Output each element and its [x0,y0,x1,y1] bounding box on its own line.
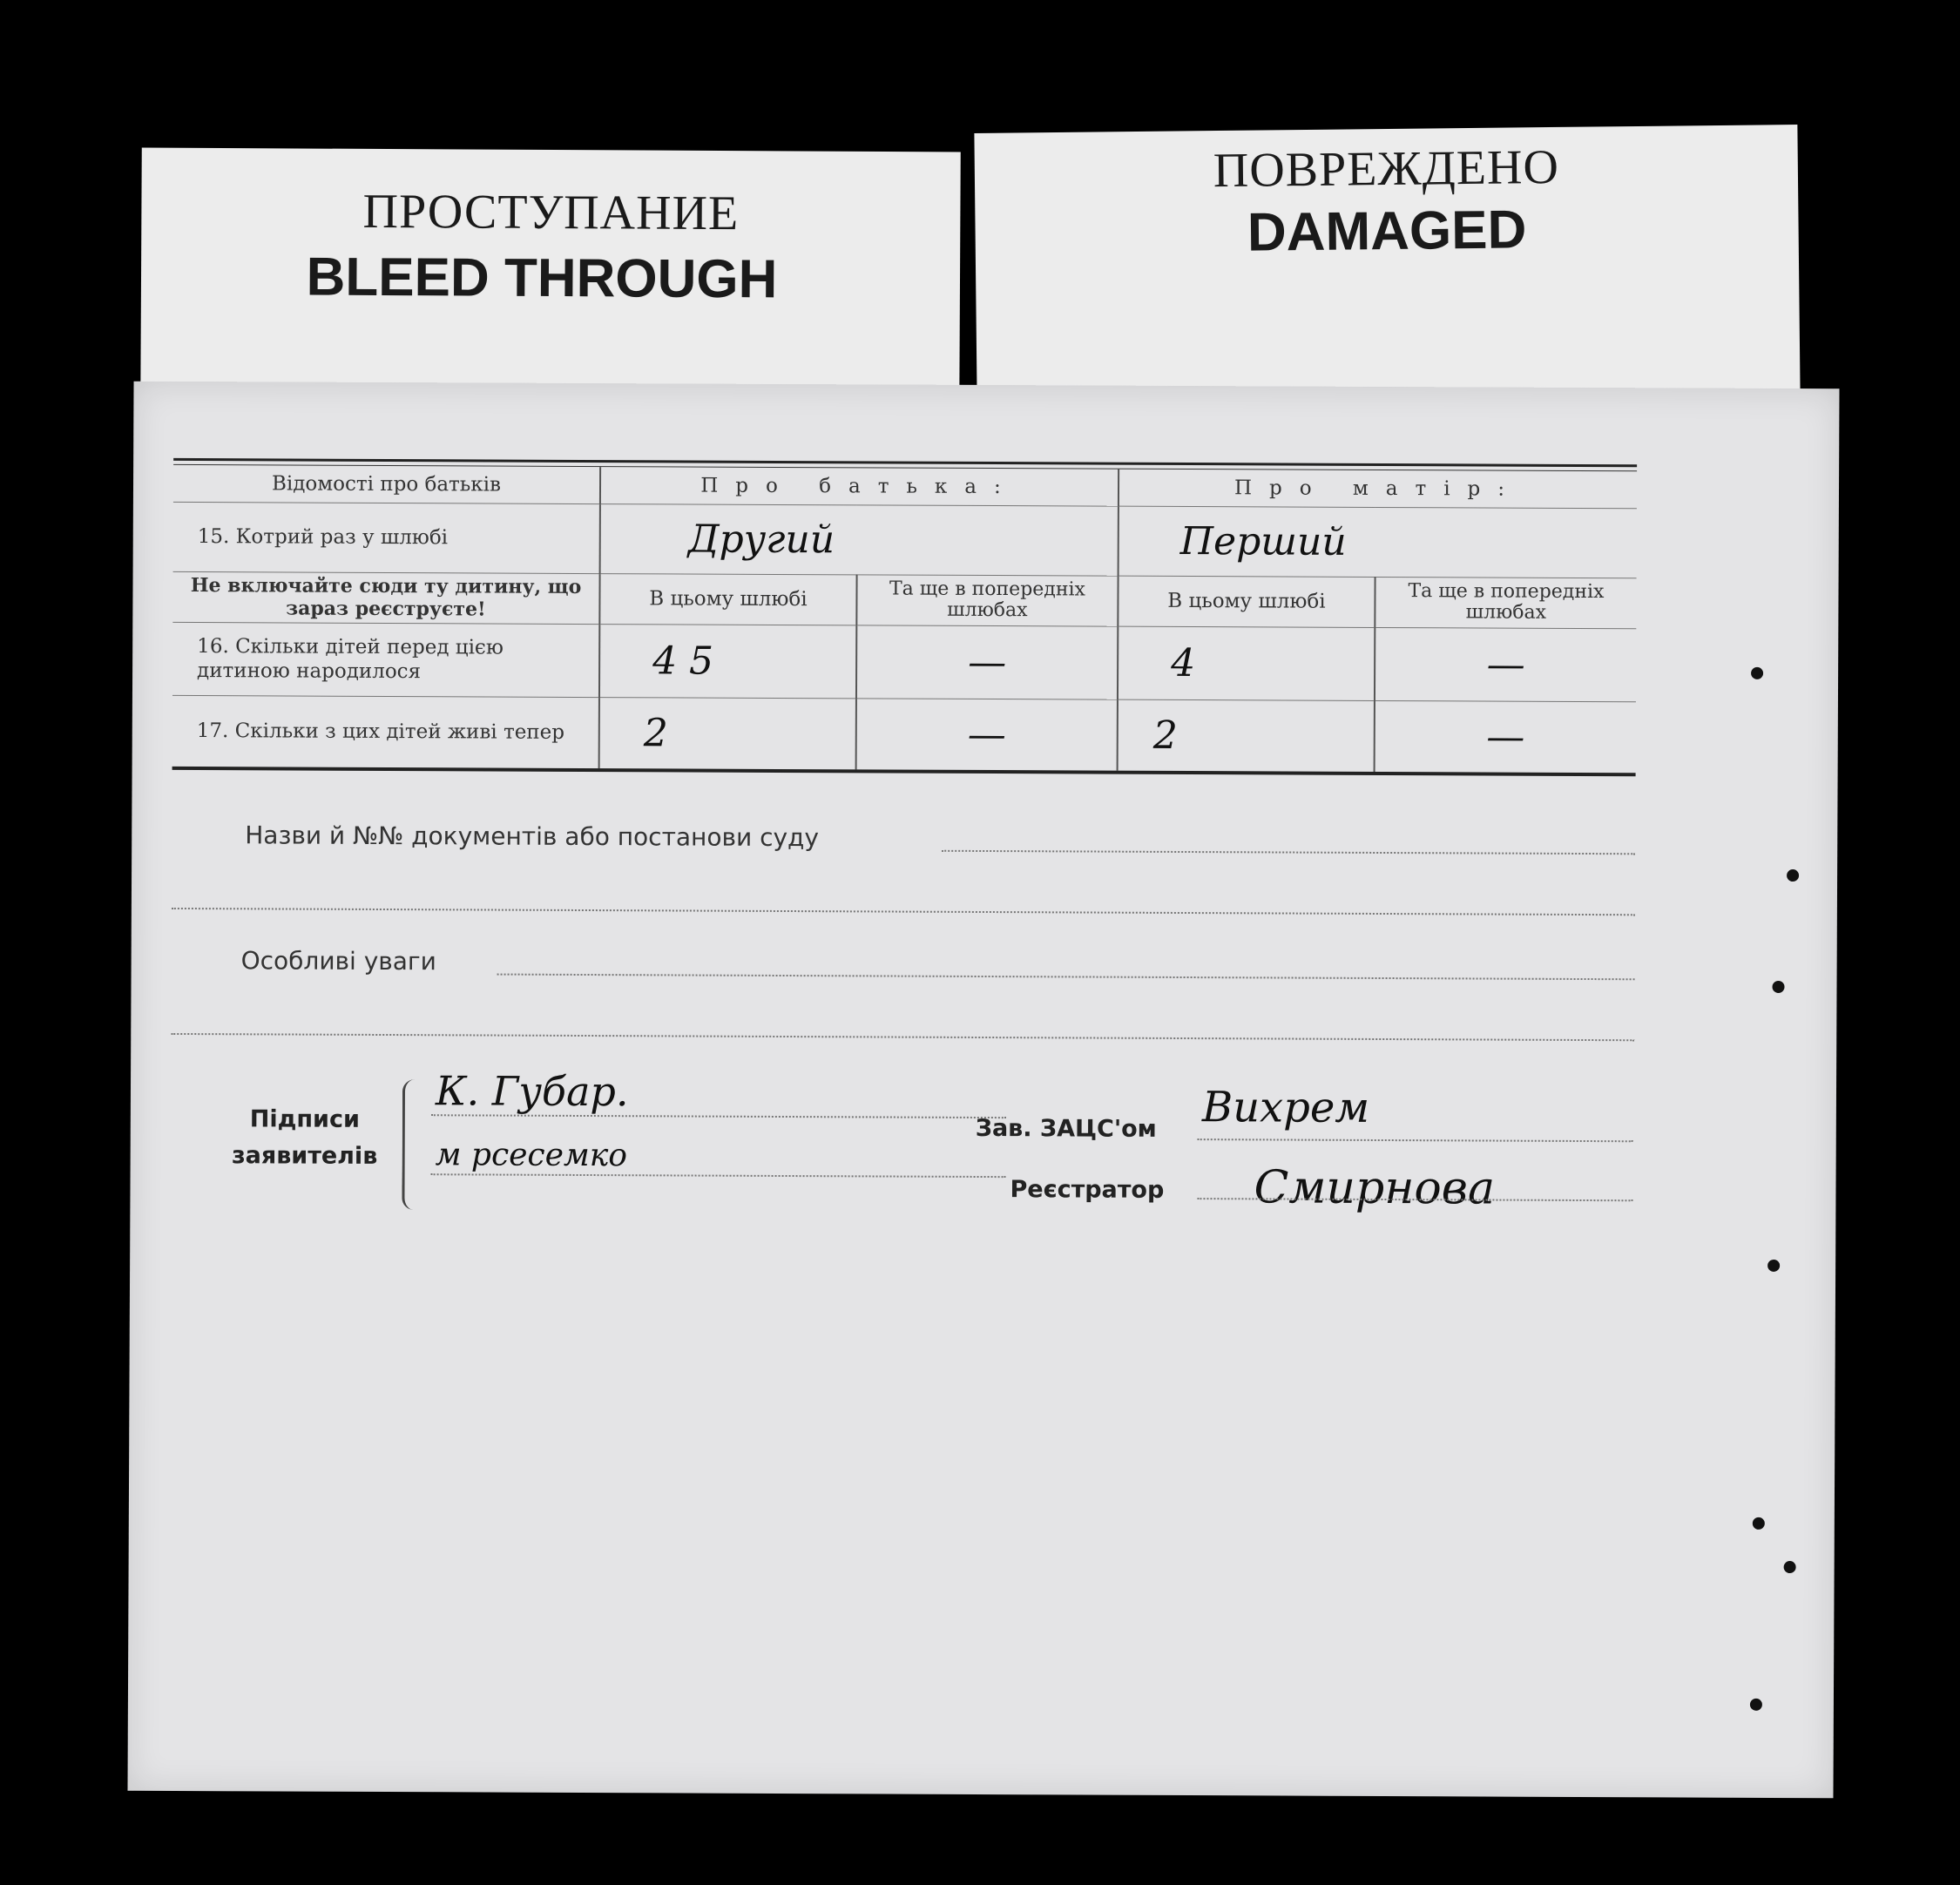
row17-father-this: 2 [643,711,668,756]
head-office-signature: Вихрем [1201,1083,1370,1132]
sub-mother-prev: Та ще в попередніх шлюбах [1375,577,1636,628]
bleed-through-card [140,148,961,414]
table-header-row [173,465,1637,508]
registrar-label: Реєстратор [1010,1176,1165,1204]
header-father: Про батька: [600,467,1119,506]
registrar-signature: Смирнова [1254,1161,1496,1215]
docs-dotted-line-2 [172,908,1635,915]
punch-hole [1787,869,1799,882]
damaged-card [974,125,1800,403]
sub-mother-this: В цьому шлюбі [1118,576,1375,627]
row15-father-value: Другий [687,517,835,562]
applicant-2-line [431,1173,1006,1178]
applicant-1-signature: К. Губар. [435,1067,629,1116]
sub-father-prev: Та ще в попередніх шлюбах [856,574,1118,625]
notes-dotted-line [497,974,1635,981]
punch-hole [1784,1561,1796,1573]
bleed-through-en: BLEED THROUGH [306,247,778,310]
punch-hole [1753,1517,1765,1530]
table-row-15 [173,502,1637,578]
damaged-en: DAMAGED [1247,199,1527,263]
applicant-2-signature: м рсесемко [435,1137,628,1174]
row16-mother-this: 4 [1171,640,1196,686]
row16-label: 16. Скільки дітей перед цією дитиною народилося [172,622,599,697]
head-office-label: Зав. ЗАЦС'ом [975,1114,1157,1143]
punch-hole [1772,981,1784,993]
punch-hole [1751,667,1763,679]
row17-mother-prev: — [1486,714,1525,760]
row16-father-this: 4 5 [652,638,714,684]
row15-mother-value: Перший [1179,518,1347,564]
bleed-through-ru: ПРОСТУПАНИЕ [362,184,740,241]
punch-hole [1750,1699,1762,1711]
docs-label: Назви й №№ документів або постанови суду [245,821,820,853]
exclude-child-note: Не включайте сюди ту дитину, що зараз реєструєте! [172,571,599,624]
row16-father-prev: — [968,639,1007,685]
head-office-line [1198,1138,1633,1142]
notes-label: Особливі уваги [240,946,436,976]
header-mother: Про матір: [1119,470,1637,509]
row17-mother-this: 2 [1152,713,1178,758]
row17-label: 17. Скільки з цих дітей живі тепер [172,695,599,768]
document-sheet [127,382,1839,1799]
parents-table [172,465,1637,773]
sub-father-this: В цьому шлюбі [599,573,856,625]
damaged-ru: ПОВРЕЖДЕНО [1213,139,1560,199]
row17-father-prev: — [967,712,1006,757]
row16-mother-prev: — [1486,642,1525,687]
parents-form [172,458,1638,776]
table-subheader-row [172,571,1636,628]
table-row-17 [172,695,1636,773]
punch-hole [1767,1260,1780,1272]
table-row-16 [172,622,1636,701]
applicant-1-line [431,1114,1006,1118]
docs-dotted-line [942,850,1635,855]
notes-dotted-line-2 [171,1033,1634,1041]
header-parents-info: Відомості про батьків [271,472,502,497]
row15-label: 15. Котрий раз у шлюбі [173,502,600,573]
applicants-signatures-label: Підписи заявителів [231,1105,378,1170]
applicants-brace [402,1079,422,1210]
